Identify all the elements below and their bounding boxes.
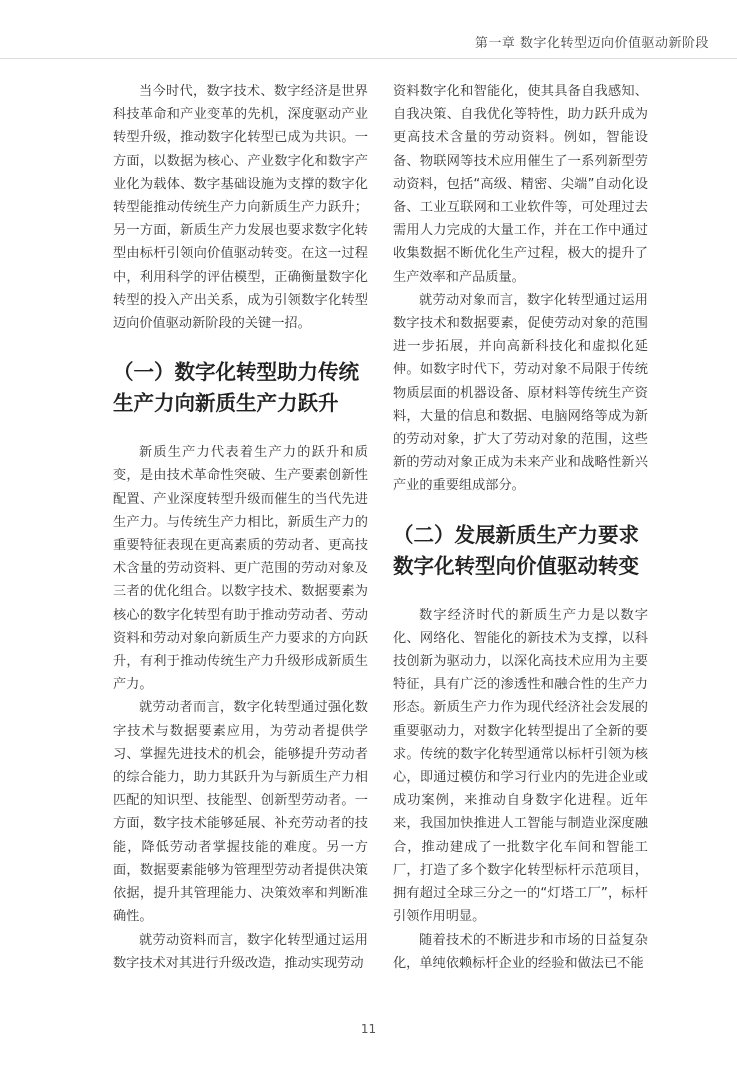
paragraph-new-productivity: 新质生产力代表着生产力的跃升和质变，是由技术革命性突破、生产要素创新性配置、产业深度转型升级而催生的当代先进生产力。与传统生产力相比，新质生产力的重要特征表现在更高素质的劳动者、更高技术含量的劳动资料、更广范围的劳动对象及三者的优化组合。以数字技术、数据要素为核心的数字化转型有助于推动劳动者、劳动资料和劳动对象向新质生产力要求的方向跃升，有利于推动传统生产力升级形成新质生产力。 <box>113 445 368 693</box>
paragraph-labor-materials-continued: 资料数字化和智能化，使其具备自我感知、自我决策、自我优化等特性，助力跃升成为更高技术含量的劳动资料。例如，智能设备、物联网等技术应用催生了一系列新型劳动资料，包括“高级、精密、尖端”自动化设备、工业互联网和工业软件等，可处理过去需用人力完成的大量工作，并在工作中通过收集数据不断优化生产过程，极大的提升了生产效率和产品质量。 <box>393 84 648 285</box>
running-header: 第一章 数字化转型迈向价值驱动新阶段 <box>474 36 709 51</box>
paragraph-labor-objects: 就劳动对象而言，数字化转型通过运用数字技术和数据要素，促使劳动对象的范围进一步拓展，并向高新科技化和虚拟化延伸。如数字时代下，劳动对象不局限于传统物质层面的机器设备、原材料等传统生产资料，大量的信息和数据、电脑网络等成为新的劳动对象，扩大了劳动对象的范围，这些新的劳动对象正成为未来产业和战略性新兴产业的重要组成部分。 <box>393 292 648 494</box>
section-heading-2: （二）发展新质生产力要求数字化转型向价值驱动转变 <box>393 522 639 578</box>
section-heading-1: （一）数字化转型助力传统生产力向新质生产力跃升 <box>113 360 359 416</box>
paragraph-market-complexity: 随着技术的不断进步和市场的日益复杂化，单纯依赖标杆企业的经验和做法已不能 <box>393 932 648 971</box>
header-divider <box>0 58 737 59</box>
left-column <box>113 80 368 975</box>
paragraph-laborers: 就劳动者而言，数字化转型通过强化数字技术与数据要素应用，为劳动者提供学习、掌握先进技术的机会，能够提升劳动者的综合能力，助力其跃升为与新质生产力相匹配的知识型、技能型、创新型劳动者。一方面，数字技术能够延展、补充劳动者的技能，降低劳动者掌握技能的难度。另一方面，数据要素能够为管理型劳动者提供决策依据，提升其管理能力、决策效率和判断准确性。 <box>113 700 368 925</box>
right-column <box>393 80 648 975</box>
paragraph-labor-materials: 就劳动资料而言，数字化转型通过运用数字技术对其进行升级改造，推动实现劳动 <box>113 932 368 971</box>
paragraph-intro: 当今时代，数字技术、数字经济是世界科技革命和产业变革的先机，深度驱动产业转型升级，推动数字化转型已成为共识。一方面，以数据为核心、产业数字化和数字产业化为载体、数字基础设施为支撑的数字化转型能推动传统生产力向新质生产力跃升；另一方面，新质生产力发展也要求数字化转型由标杆引领向价值驱动转变。在这一过程中，利用科学的评估模型，正确衡量数字化转型的投入产出关系，成为引领数字化转型迈向价值驱动新阶段的关键一招。 <box>113 84 368 332</box>
page-number: 11 <box>360 1022 377 1036</box>
paragraph-digital-economy: 数字经济时代的新质生产力是以数字化、网络化、智能化的新技术为支撑，以科技创新为驱动力，以深化高技术应用为主要特征，具有广泛的渗透性和融合性的生产力形态。新质生产力作为现代经济社会发展的重要驱动力，对数字化转型提出了全新的要求。传统的数字化转型通常以标杆引领为核心，即通过模仿和学习行业内的先进企业或成功案例，来推动自身数字化进程。近年来，我国加快推进人工智能与制造业深度融合，推动建成了一批数字化车间和智能工厂，打造了多个数字化转型标杆示范项目，拥有超过全球三分之一的“灯塔工厂”，标杆引领作用明显。 <box>393 607 648 925</box>
